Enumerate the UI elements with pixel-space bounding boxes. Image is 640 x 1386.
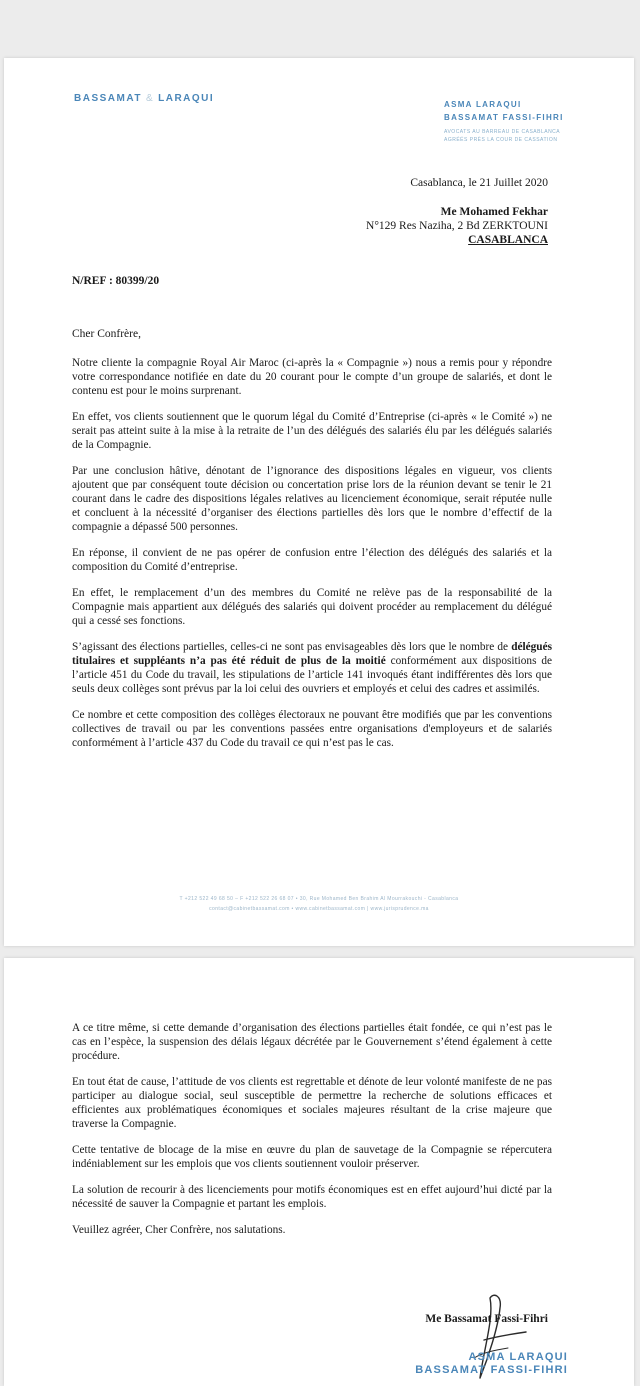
firm-subtitle-line-1: AVOCATS AU BARREAU DE CASABLANCA bbox=[444, 129, 561, 135]
partner-1: ASMA LARAQUI bbox=[444, 100, 522, 109]
paragraph-8: A ce titre même, si cette demande d’organisation des élections partielles était fondée, ce qui n’est pas le cas en l’espèce, la suspension des délais légaux décrétée par le Gouvernement s’étend également à cette procédure. bbox=[72, 1022, 552, 1062]
letter-body-page-1 bbox=[72, 356, 552, 762]
firm-stamp bbox=[402, 1351, 568, 1377]
stamp-line-1: ASMA LARAQUI bbox=[468, 1351, 568, 1363]
letter-page-1 bbox=[4, 58, 634, 946]
paragraph-11: La solution de recourir à des licenciements pour motifs économiques est en effet aujourd’hui dicté par la nécessité de sauver la Compagnie et partant les emplois. bbox=[72, 1184, 552, 1210]
paragraph-1: Notre cliente la compagnie Royal Air Maroc (ci-après la « Compagnie ») nous a remis pour y répondre votre correspondance notifiée en date du 20 courant pour le compte d’un groupe de salariés, et dont le contenu est pour le moins surprenant. bbox=[72, 357, 552, 397]
paragraph-6 bbox=[72, 640, 552, 696]
paragraph-6-emphasis: délégués titulaires et suppléants n’a pas été réduit de plus de la moitié bbox=[72, 641, 552, 667]
paragraph-7: Ce nombre et cette composition des collèges électoraux ne pouvant être modifiés que par les conventions collectives de travail ou par les conventions passées entre organisations d'employeurs et de salariés conformément à l’article 437 du Code du travail ce qui n’est pas le cas. bbox=[72, 709, 552, 749]
footer-web-line: contact@cabinetbassamat.com • www.cabinetbassamat.com | www.jurisprudence.ma bbox=[209, 906, 429, 912]
firm-subtitle bbox=[444, 128, 560, 144]
firm-name-left bbox=[74, 93, 214, 104]
paragraph-6-text-b: conformément aux dispositions de l’article 451 du Code du travail, les stipulations de l’article 141 invoqués étant indifférentes dès lors que seuls deux collèges sont prévus par la loi celui des ouvriers et employés et celui des cadres et assimilés. bbox=[72, 655, 552, 695]
paragraph-5: En effet, le remplacement d’un des membres du Comité ne relève pas de la responsabilité de la Compagnie mais appartient aux délégués des salariés qui doivent procéder au remplacement du délégué qui a cessé ses fonctions. bbox=[72, 587, 552, 627]
addressee-address: N°129 Res Naziha, 2 Bd ZERKTOUNI bbox=[366, 220, 548, 232]
paragraph-6-text-a: S’agissant des élections partielles, celles-ci ne sont pas envisageables dès lors que le nombre de bbox=[72, 641, 512, 653]
paragraph-9: En tout état de cause, l’attitude de vos clients est regrettable et dénote de leur volonté manifeste de ne pas participer au dialogue social, seul susceptible de permettre la recherche de solutions efficaces et efficientes aux problématiques économiques et sociales majeures résultant de la crise majeure que traverse la Compagnie. bbox=[72, 1076, 552, 1130]
stamp-line-2: BASSAMAT FASSI-FIHRI bbox=[415, 1364, 568, 1376]
greeting: Cher Confrère, bbox=[72, 328, 141, 340]
letter-page-2 bbox=[4, 958, 634, 1386]
partner-2: BASSAMAT FASSI-FIHRI bbox=[444, 113, 564, 122]
firm-name-separator: & bbox=[145, 93, 155, 104]
firm-subtitle-line-2: AGRÉÉS PRÈS LA COUR DE CASSATION bbox=[444, 137, 558, 143]
closing-salutation: Veuillez agréer, Cher Confrère, nos salutations. bbox=[72, 1224, 286, 1236]
addressee-city: CASABLANCA bbox=[468, 234, 548, 246]
paragraph-3: Par une conclusion hâtive, dénotant de l’ignorance des dispositions légales en vigueur, vos clients ajoutent que par conséquent toute décision ou concertation prise lors de la réunion devant se tenir le 21 courant dans le cadre des dispositions légales relatives au licenciement économique, serait réputée nulle et concluent à la nécessité d’organiser des élections partielles dès lors que le nombre d’effectif de la compagnie a dépassé 500 personnes. bbox=[72, 465, 552, 533]
firm-name-part-1: BASSAMAT bbox=[74, 93, 142, 104]
paragraph-4: En réponse, il convient de ne pas opérer de confusion entre l’élection des délégués des salariés et la composition du Comité d’entreprise. bbox=[72, 547, 552, 573]
paragraph-10: Cette tentative de blocage de la mise en œuvre du plan de sauvetage de la Compagnie se répercutera indéniablement sur les emplois que vos clients soutiennent vouloir préserver. bbox=[72, 1144, 552, 1170]
footer-contact-line: T +212 522 49 68 50 – F +212 522 26 68 07 • 30, Rue Mohamed Ben Brahim Al Mourrakouchi - Casablanca bbox=[179, 896, 459, 902]
signatory-name: Me Bassamat Fassi-Fihri bbox=[425, 1313, 548, 1325]
firm-partners bbox=[444, 98, 564, 124]
letter-date: Casablanca, le 21 Juillet 2020 bbox=[410, 177, 548, 189]
firm-name-part-2: LARAQUI bbox=[158, 93, 215, 104]
addressee-block bbox=[366, 205, 548, 247]
addressee-name: Me Mohamed Fekhar bbox=[440, 206, 548, 218]
reference-number: N/REF : 80399/20 bbox=[72, 275, 160, 287]
letter-body-page-2 bbox=[72, 1021, 552, 1237]
page-footer bbox=[4, 894, 634, 914]
paragraph-2: En effet, vos clients soutiennent que le quorum légal du Comité d’Entreprise (ci-après « le Comité ») ne serait pas atteint suite à la mise à la retraite de l’un des délégués des salariés élu par les délégués salariés de la Compagnie. bbox=[72, 411, 552, 451]
